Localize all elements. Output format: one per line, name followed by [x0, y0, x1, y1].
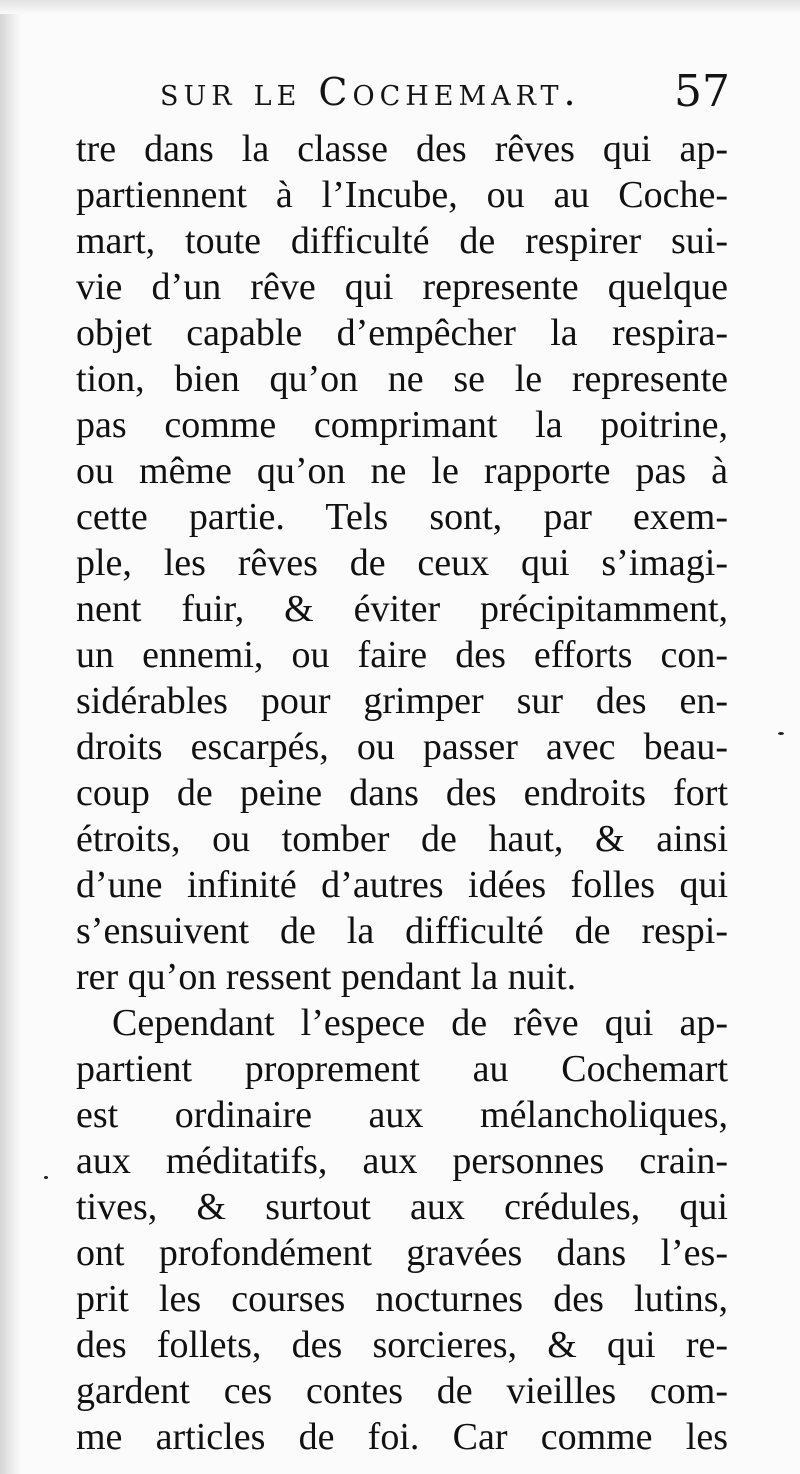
running-head — [150, 66, 740, 126]
paragraph-1 — [76, 126, 728, 1000]
text-line: ont profondément gravées dans l’es- — [76, 1232, 728, 1274]
text-line: ple, les rêves de ceux qui s’imagi- — [76, 542, 728, 584]
text-line: mart, toute difficulté de respirer sui- — [76, 220, 728, 262]
page-gutter-shadow — [0, 0, 22, 1474]
text-line: pas comme comprimant la poitrine, — [76, 404, 728, 446]
text-line: vie d’un rêve qui represente quelque — [76, 266, 728, 308]
text-line: prit les courses nocturnes des lutins, — [76, 1278, 728, 1320]
text-line: un ennemi, ou faire des efforts con- — [76, 634, 728, 676]
text-line: coup de peine dans des endroits fort — [76, 772, 728, 814]
text-line: aux méditatifs, aux personnes crain- — [76, 1140, 728, 1182]
text-line: des follets, des sorcieres, & qui re- — [76, 1324, 728, 1366]
text-line: gardent ces contes de vieilles com- — [76, 1370, 728, 1412]
ink-speck — [44, 1176, 48, 1179]
text-line: Cependant l’espece de rêve qui ap- — [112, 1002, 728, 1044]
text-line: ou même qu’on ne le rapporte pas à — [76, 450, 728, 492]
paragraph-2 — [76, 1000, 728, 1460]
text-line: tion, bien qu’on ne se le represente — [76, 358, 728, 400]
page-number: 57 — [674, 66, 730, 117]
ink-speck — [778, 732, 784, 735]
text-line: étroits, ou tomber de haut, & ainsi — [76, 818, 728, 860]
text-line: partiennent à l’Incube, ou au Coche- — [76, 174, 728, 216]
text-line: rer qu’on ressent pendant la nuit. — [76, 956, 577, 998]
text-line: droits escarpés, ou passer avec beau- — [76, 726, 728, 768]
text-line: sidérables pour grimper sur des en- — [76, 680, 728, 722]
text-line: d’une infinité d’autres idées folles qui — [76, 864, 728, 906]
running-title: sur le Cochemart. — [160, 70, 581, 114]
text-line: cette partie. Tels sont, par exem- — [76, 496, 728, 538]
text-line: me articles de foi. Car comme les — [76, 1416, 728, 1458]
text-line: tre dans la classe des rêves qui ap- — [76, 128, 728, 170]
text-line: objet capable d’empêcher la respira- — [76, 312, 728, 354]
text-line: tives, & surtout aux crédules, qui — [76, 1186, 728, 1228]
text-line: s’ensuivent de la difficulté de respi- — [76, 910, 728, 952]
text-body — [76, 126, 728, 1460]
text-line: nent fuir, & éviter précipitamment, — [76, 588, 728, 630]
text-line: partient proprement au Cochemart — [76, 1048, 728, 1090]
page-top-shadow — [0, 0, 800, 14]
text-line: est ordinaire aux mélancholiques, — [76, 1094, 728, 1136]
